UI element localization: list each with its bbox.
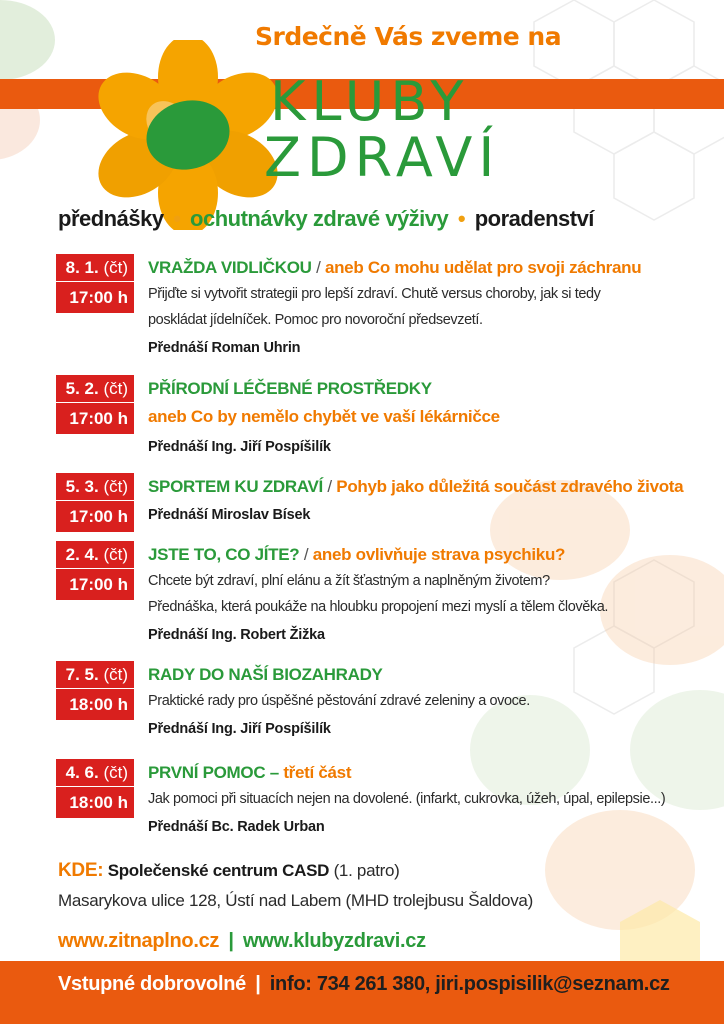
footer-text	[58, 973, 670, 996]
event-date: 8. 1.	[65, 258, 99, 277]
event-time: 18:00 h	[56, 786, 134, 818]
club-title-line1: KLUBY	[270, 70, 470, 133]
event-title-main: VRAŽDA VIDLIČKOU	[148, 258, 312, 277]
event-time: 17:00 h	[56, 500, 134, 532]
event-speaker: Přednáší Ing. Robert Žižka	[148, 627, 325, 643]
event-title-separator: /	[327, 477, 332, 496]
websites	[58, 930, 426, 953]
event-day: (čt)	[103, 545, 128, 564]
event-date-box	[56, 759, 134, 818]
tagline	[58, 206, 594, 232]
event-title-separator: /	[316, 258, 321, 277]
event-title-main: PŘÍRODNÍ LÉČEBNÉ PROSTŘEDKY	[148, 379, 432, 398]
event-day: (čt)	[103, 258, 128, 277]
tagline-dot-icon: •	[173, 206, 181, 231]
event-date-box	[56, 541, 134, 600]
tagline-counseling: poradenství	[474, 206, 594, 231]
location-address: Masarykova ulice 128, Ústí nad Labem (MHD trolejbusu Šaldova)	[58, 891, 533, 910]
website-link-zitnaplno[interactable]: www.zitnaplno.cz	[58, 930, 220, 952]
website-separator: |	[228, 930, 234, 952]
event-title-sub: aneb Co mohu udělat pro svoji záchranu	[324, 258, 642, 277]
event-description: poskládat jídelníček. Pomoc pro novoroční předsevzetí.	[148, 312, 483, 328]
event-speaker: Přednáší Roman Uhrin	[148, 340, 301, 356]
event-date: 2. 4.	[65, 545, 99, 564]
event-date: 5. 2.	[65, 379, 99, 398]
event-title	[148, 541, 723, 568]
event-title-line2	[148, 402, 723, 432]
footer-separator: |	[255, 973, 261, 995]
event-title-sub: aneb ovlivňuje strava psychiku?	[312, 545, 566, 564]
event-title-main: PRVNÍ POMOC –	[148, 763, 279, 782]
event-description: Přijďte si vytvořit strategii pro lepší zdraví. Chutě versus choroby, jak si tedy	[148, 286, 601, 302]
event-speaker: Přednáší Ing. Jiří Pospíšilík	[148, 721, 331, 737]
location-floor: (1. patro)	[333, 861, 400, 880]
event-title-sub: aneb Co by nemělo chybět ve vaší lékárničce	[148, 407, 500, 426]
location-block	[58, 856, 533, 916]
event-title-sub: třetí část	[283, 763, 352, 782]
event-speaker: Přednáší Bc. Radek Urban	[148, 819, 325, 835]
event-title	[148, 759, 723, 786]
event-time: 17:00 h	[56, 402, 134, 434]
website-link-klubyzdravi[interactable]: www.klubyzdravi.cz	[242, 930, 426, 952]
event-day: (čt)	[103, 665, 128, 684]
event-description: Praktické rady pro úspěšné pěstování zdravé zeleniny a ovoce.	[148, 693, 530, 709]
event-title	[148, 375, 723, 402]
event-date-box	[56, 375, 134, 434]
event-date-box	[56, 473, 134, 532]
event-description: Jak pomoci při situacích nejen na dovolené. (infarkt, cukrovka, úžeh, úpal, epilepsie...)	[148, 791, 666, 807]
footer-contact: info: 734 261 380, jiri.pospisilik@seznam.cz	[269, 973, 670, 995]
footer-admission: Vstupné dobrovolné	[58, 973, 246, 995]
location-label: KDE:	[58, 860, 104, 881]
event-day: (čt)	[103, 477, 128, 496]
invitation-text: Srdečně Vás zveme na	[255, 22, 562, 51]
event-date-box	[56, 254, 134, 313]
event-date: 5. 3.	[65, 477, 99, 496]
flower-logo-icon	[88, 40, 288, 230]
event-title-main: SPORTEM KU ZDRAVÍ	[148, 477, 323, 496]
event-time: 18:00 h	[56, 688, 134, 720]
event-date: 4. 6.	[65, 763, 99, 782]
tagline-lectures: přednášky	[58, 206, 164, 231]
event-date-box	[56, 661, 134, 720]
tagline-dot-icon: •	[457, 206, 466, 231]
event-title-main: JSTE TO, CO JÍTE?	[148, 545, 300, 564]
location-venue: Společenské centrum CASD	[107, 861, 330, 880]
tagline-tastings: ochutnávky zdravé výživy	[190, 206, 449, 231]
event-day: (čt)	[103, 379, 128, 398]
event-speaker: Přednáší Miroslav Bísek	[148, 507, 311, 523]
event-description: Přednáška, která poukáže na hloubku propojení mezi myslí a tělem člověka.	[148, 599, 609, 615]
event-title-separator: /	[303, 545, 309, 564]
event-date: 7. 5.	[65, 665, 99, 684]
event-title	[148, 473, 723, 500]
event-speaker: Přednáší Ing. Jiří Pospíšilík	[148, 439, 331, 455]
club-title	[264, 70, 501, 189]
event-time: 17:00 h	[56, 568, 134, 600]
event-title-sub: Pohyb jako důležitá součást zdravého života	[336, 477, 684, 496]
event-day: (čt)	[103, 763, 128, 782]
event-title-main: RADY DO NAŠÍ BIOZAHRADY	[148, 665, 383, 684]
event-title	[148, 661, 723, 688]
event-title	[148, 254, 723, 281]
event-description: Chcete být zdraví, plní elánu a žít šťastným a naplněným životem?	[148, 573, 550, 589]
club-title-line2: ZDRAVÍ	[264, 126, 501, 189]
event-time: 17:00 h	[56, 281, 134, 313]
